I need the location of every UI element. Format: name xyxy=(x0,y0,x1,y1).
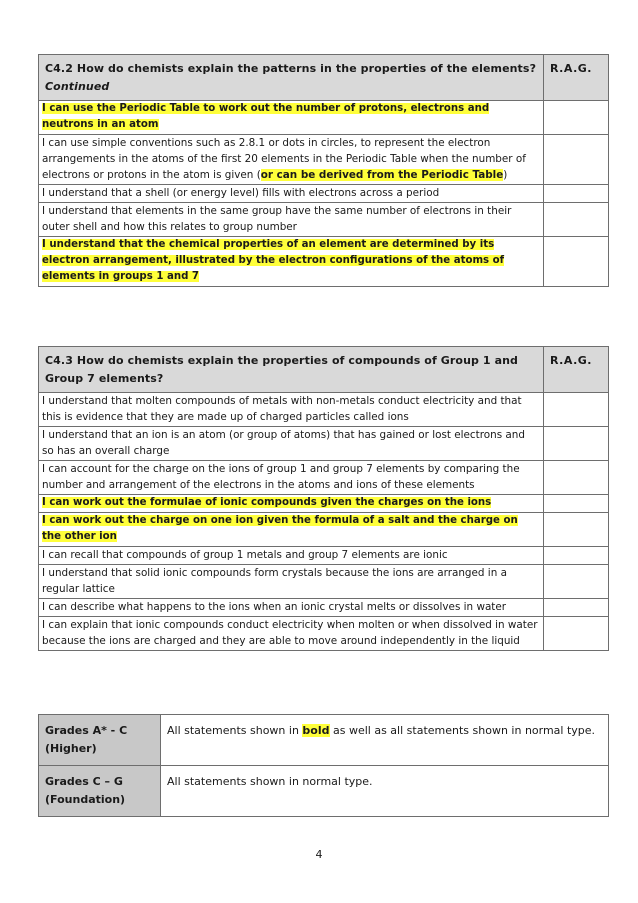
highlighted-statement: I can work out the charge on one ion given the formula of a salt and the charge on the other ion xyxy=(42,515,518,542)
table-row xyxy=(39,237,609,287)
grade-label-foundation: Grades C – G (Foundation) xyxy=(39,766,161,817)
rag-header: R.A.G. xyxy=(544,55,609,101)
statement-cell: I understand that elements in the same group have the same number of electrons in their outer shell and how this relates to group number xyxy=(39,203,544,237)
section-heading xyxy=(39,55,544,101)
rag-cell[interactable] xyxy=(544,135,609,185)
table-row xyxy=(39,513,609,547)
highlighted-statement: I can use the Periodic Table to work out the number of protons, electrons and neutrons in an atom xyxy=(42,103,490,130)
table-row xyxy=(39,185,609,203)
rag-cell[interactable] xyxy=(544,185,609,203)
statement-cell: I can explain that ionic compounds conduct electricity when molten or when dissolved in water because the ions are charged and they are able to move around independently in the liquid xyxy=(39,617,544,651)
statement-cell: I can recall that compounds of group 1 metals and group 7 elements are ionic xyxy=(39,547,544,565)
statement-cell xyxy=(39,135,544,185)
rag-header: R.A.G. xyxy=(544,347,609,393)
table-row xyxy=(39,715,609,766)
table-row xyxy=(39,203,609,237)
page-number: 4 xyxy=(315,848,323,861)
statement-cell: I understand that a shell (or energy level) fills with electrons across a period xyxy=(39,185,544,203)
table-c4-2 xyxy=(38,54,609,287)
grade-description-foundation: All statements shown in normal type. xyxy=(161,766,609,817)
statement-cell xyxy=(39,237,544,287)
table-row xyxy=(39,461,609,495)
statement-cell: I understand that solid ionic compounds form crystals because the ions are arranged in a regular lattice xyxy=(39,565,544,599)
table-row xyxy=(39,101,609,135)
rag-cell[interactable] xyxy=(544,427,609,461)
table-row xyxy=(39,495,609,513)
statement-text: I can use simple conventions such as 2.8.1 or dots in circles, to represent the electron arrangements in the atoms of the first 20 elements in the Periodic Table when the number of electrons or protons in the atom is given ( xyxy=(42,137,526,181)
highlighted-statement: I understand that the chemical properties of an element are determined by its electron arrangement, illustrated by the electron configurations of the atoms of elements in groups 1 and 7 xyxy=(42,239,505,282)
table-header-row xyxy=(39,55,609,101)
statement-text: ) xyxy=(503,169,508,181)
table-c4-3 xyxy=(38,346,609,651)
rag-cell[interactable] xyxy=(544,101,609,135)
table-row xyxy=(39,565,609,599)
grades-key-table xyxy=(38,714,609,817)
statement-cell: I understand that molten compounds of metals with non-metals conduct electricity and that this is evidence that they are made up of charged particles called ions xyxy=(39,393,544,427)
highlighted-clause: or can be derived from the Periodic Table xyxy=(260,169,504,181)
rag-cell[interactable] xyxy=(544,599,609,617)
table-header-row xyxy=(39,347,609,393)
bold-keyword: bold xyxy=(302,724,330,737)
grade-label-higher: Grades A* - C (Higher) xyxy=(39,715,161,766)
rag-cell[interactable] xyxy=(544,513,609,547)
heading-main: C4.2 How do chemists explain the patterns in the properties of the elements? xyxy=(45,62,537,75)
table-row xyxy=(39,547,609,565)
statement-cell xyxy=(39,513,544,547)
grade-description-higher xyxy=(161,715,609,766)
rag-cell[interactable] xyxy=(544,617,609,651)
table-row xyxy=(39,393,609,427)
table-row xyxy=(39,135,609,185)
statement-cell: I can describe what happens to the ions when an ionic crystal melts or dissolves in water xyxy=(39,599,544,617)
highlighted-statement: I can work out the formulae of ionic compounds given the charges on the ions xyxy=(42,497,492,508)
rag-cell[interactable] xyxy=(544,565,609,599)
table-row xyxy=(39,427,609,461)
rag-cell[interactable] xyxy=(544,237,609,287)
table-row xyxy=(39,599,609,617)
statement-cell xyxy=(39,495,544,513)
table-row xyxy=(39,617,609,651)
grade-text: All statements shown in xyxy=(167,724,303,737)
rag-cell[interactable] xyxy=(544,393,609,427)
rag-cell[interactable] xyxy=(544,203,609,237)
heading-continued: Continued xyxy=(45,80,110,93)
rag-cell[interactable] xyxy=(544,461,609,495)
table-row xyxy=(39,766,609,817)
statement-cell: I can account for the charge on the ions of group 1 and group 7 elements by comparing the number and arrangement of the electrons in the atoms and ions of these elements xyxy=(39,461,544,495)
rag-cell[interactable] xyxy=(544,547,609,565)
rag-cell[interactable] xyxy=(544,495,609,513)
statement-cell xyxy=(39,101,544,135)
grade-text: as well as all statements shown in normal type. xyxy=(329,724,596,737)
section-heading: C4.3 How do chemists explain the properties of compounds of Group 1 and Group 7 elements? xyxy=(39,347,544,393)
statement-cell: I understand that an ion is an atom (or group of atoms) that has gained or lost electrons and so has an overall charge xyxy=(39,427,544,461)
